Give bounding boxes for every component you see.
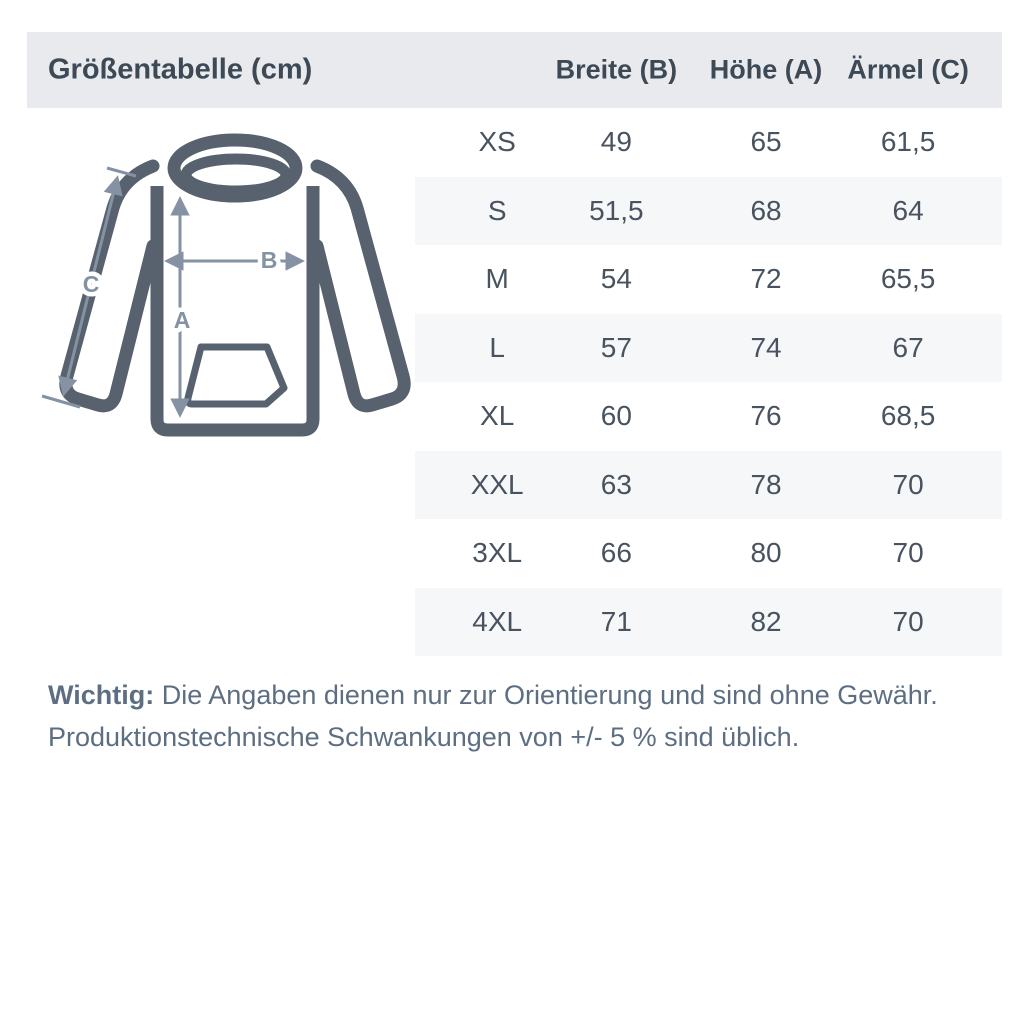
hoehe-cell: 82	[750, 605, 782, 637]
table-row	[415, 519, 1002, 588]
size-cell: XS	[478, 126, 516, 158]
size-cell: M	[485, 263, 509, 295]
hoehe-cell: 78	[750, 468, 782, 500]
table-row	[415, 451, 1002, 520]
breite-cell: 63	[600, 468, 632, 500]
aermel-cell: 64	[892, 194, 924, 226]
breite-cell: 54	[600, 263, 632, 295]
sleeve-label: C	[82, 271, 100, 297]
table-row	[415, 245, 1002, 314]
hoehe-cell: 76	[750, 400, 782, 432]
table-row	[415, 382, 1002, 451]
size-cell: L	[489, 331, 505, 363]
aermel-cell: 67	[892, 331, 924, 363]
width-label: B	[260, 247, 278, 273]
size-cell: XXL	[470, 468, 524, 500]
hoehe-cell: 65	[750, 126, 782, 158]
size-cell: S	[487, 194, 507, 226]
hoehe-cell: 68	[750, 194, 782, 226]
aermel-cell: 70	[892, 468, 924, 500]
disclaimer-important-label: Wichtig:	[48, 680, 155, 710]
right-sleeve	[317, 166, 404, 406]
size-table-body	[415, 108, 1002, 656]
table-header-bar	[27, 32, 1002, 108]
hoehe-cell: 80	[750, 537, 782, 569]
table-row	[415, 177, 1002, 246]
breite-cell: 49	[600, 126, 632, 158]
left-sleeve	[66, 166, 153, 406]
aermel-cell: 61,5	[880, 126, 936, 158]
breite-cell: 51,5	[589, 194, 644, 226]
hoodie-hood	[174, 140, 296, 197]
column-headers	[415, 32, 1002, 108]
table-row	[415, 108, 1002, 177]
table-row	[415, 314, 1002, 383]
disclaimer-line1: Die Angaben dienen nur zur Orientierung und sind ohne Gewähr.	[161, 680, 938, 710]
disclaimer-line2: Produktionstechnische Schwankungen von +/- 5 % sind üblich.	[48, 722, 800, 752]
column-header-aermel: Ärmel (C)	[847, 54, 969, 85]
breite-cell: 66	[600, 537, 632, 569]
height-label: A	[173, 307, 191, 333]
aermel-cell: 65,5	[880, 263, 936, 295]
size-cell: 3XL	[472, 537, 523, 569]
hood-inner-ring	[186, 159, 286, 191]
breite-cell: 60	[600, 400, 632, 432]
kangaroo-pocket	[188, 347, 284, 404]
breite-cell: 57	[600, 331, 632, 363]
hoehe-cell: 74	[750, 331, 782, 363]
aermel-cell: 70	[892, 537, 924, 569]
hoodie-size-diagram	[20, 128, 420, 458]
size-cell: 4XL	[472, 605, 523, 637]
page-title: Größentabelle (cm)	[48, 53, 313, 86]
table-row	[415, 588, 1002, 657]
aermel-cell: 70	[892, 605, 924, 637]
breite-cell: 71	[600, 605, 632, 637]
size-cell: XL	[480, 400, 515, 432]
column-header-breite: Breite (B)	[555, 54, 678, 85]
column-header-hoehe: Höhe (A)	[709, 54, 823, 85]
disclaimer-text	[48, 674, 978, 758]
hoodie-illustration	[20, 128, 420, 458]
hoehe-cell: 72	[750, 263, 782, 295]
aermel-cell: 68,5	[880, 400, 936, 432]
